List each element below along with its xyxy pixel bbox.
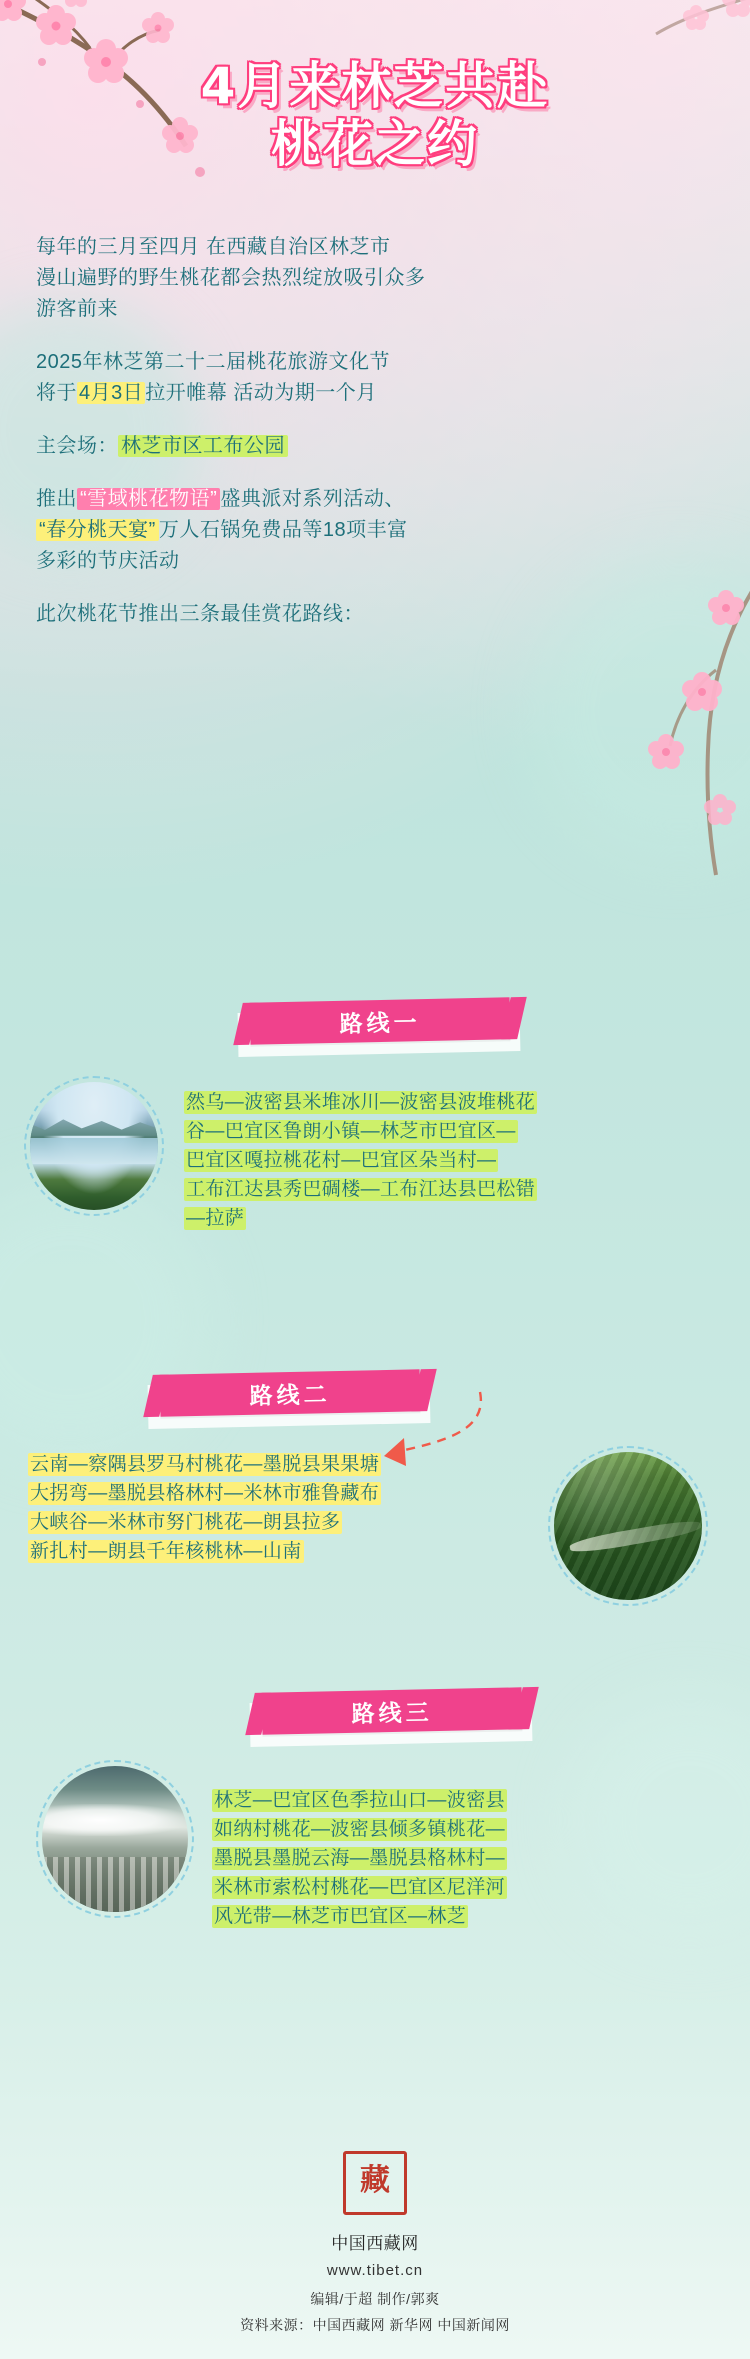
route-3-line-3: 墨脱县墨脱云海—墨脱县格林村— [214,1848,506,1869]
event-name-2: “春分桃天宴” [36,519,159,541]
venue-label: 主会场： [36,435,118,457]
route-1-line-2: 谷—巴宜区鲁朗小镇—林芝市巴宜区— [186,1121,516,1142]
route-2-text [28,1450,498,1566]
route-3-photo-image [42,1766,188,1912]
site-url[interactable]: www.tibet.cn [326,2262,424,2279]
route-3-banner [262,1687,523,1734]
route-2-line-3: 大峡谷—米林市努门桃花—朗县拉多 [30,1512,341,1533]
p4-line-2 [36,515,516,546]
p2-prefix: 将于 [36,382,77,404]
route-1-photo [24,1076,164,1216]
paragraph-1 [36,232,516,325]
sources: 资料来源：中国西藏网 新华网 中国新闻网 [240,2317,510,2333]
event-name-1: “雪域桃花物语” [77,488,220,510]
intro-body [36,232,516,630]
route-3-line-1: 林芝—巴宜区色季拉山口—波密县 [214,1790,506,1811]
p2-suffix: 拉开帷幕 活动为期一个月 [145,382,377,404]
route-2-line-4: 新扎村—朗县千年核桃林—山南 [30,1541,302,1562]
route-1-text [184,1088,604,1233]
p2-line-1: 2025年林芝第二十二届桃花旅游文化节 [36,351,390,373]
paragraph-2 [36,347,516,409]
poster-title [0,58,750,174]
route-2-photo [548,1446,708,1606]
p4-line2-suffix: 万人石锅免费品等18项丰富 [158,519,408,541]
paragraph-4 [36,484,516,577]
route-3-text [212,1786,642,1931]
title-line-2: 桃花之约 [271,115,479,173]
route-1-line-1: 然乌—波密县米堆冰川—波密县波堆桃花 [186,1092,536,1113]
paragraph-5: 此次桃花节推出三条最佳赏花路线： [36,603,364,625]
p1-line-3: 游客前来 [36,298,118,320]
date-highlight: 4月3日 [79,382,144,404]
route-1-banner-label: 路线一 [339,1008,421,1037]
route-2-photo-image [554,1452,702,1600]
route-3-photo [36,1760,194,1918]
route-3-banner-label: 路线三 [351,1698,433,1727]
route-2-line-2: 大拐弯—墨脱县格林村—米林市雅鲁藏布 [30,1483,380,1504]
route-2-line-1: 云南—察隅县罗马村桃花—墨脱县果果塘 [30,1454,380,1475]
route-3-line-4: 米林市索松村桃花—巴宜区尼洋河 [214,1877,506,1898]
p4-prefix: 推出 [36,488,77,510]
decorative-blob [530,560,750,860]
route-1-line-3: 巴宜区嘎拉桃花村—巴宜区朵当村— [186,1150,497,1171]
p4-suffix: 盛典派对系列活动、 [220,488,405,510]
venue-highlight: 林芝市区工布公园 [118,435,288,457]
p4-line-1 [36,484,516,515]
footer [0,2151,750,2335]
route-1-line-4: 工布江达县秀巴碉楼—工布江达县巴松错 [186,1179,536,1200]
route-2-banner-label: 路线二 [249,1380,331,1409]
p1-line-2: 漫山遍野的野生桃花都会热烈绽放吸引众多 [36,267,426,289]
route-1-line-5: —拉萨 [186,1208,245,1229]
paragraph-3 [36,431,516,462]
tibet-logo-icon: 藏 [343,2151,407,2215]
route-3-line-2: 如纳村桃花—波密县倾多镇桃花— [214,1819,506,1840]
p1-line-1: 每年的三月至四月 在西藏自治区林芝市 [36,236,391,258]
site-name: 中国西藏网 [331,2234,419,2253]
p2-line-2 [36,378,516,409]
p4-line-3: 多彩的节庆活动 [36,550,180,572]
route-1-banner [250,997,511,1044]
title-line-1: 4月来林芝共赴 [200,57,550,115]
route-1-photo-image [30,1082,158,1210]
credits: 编辑/于超 制作/郭爽 [310,2291,440,2307]
route-3-line-5: 风光带—林芝市巴宜区—林芝 [214,1906,467,1927]
